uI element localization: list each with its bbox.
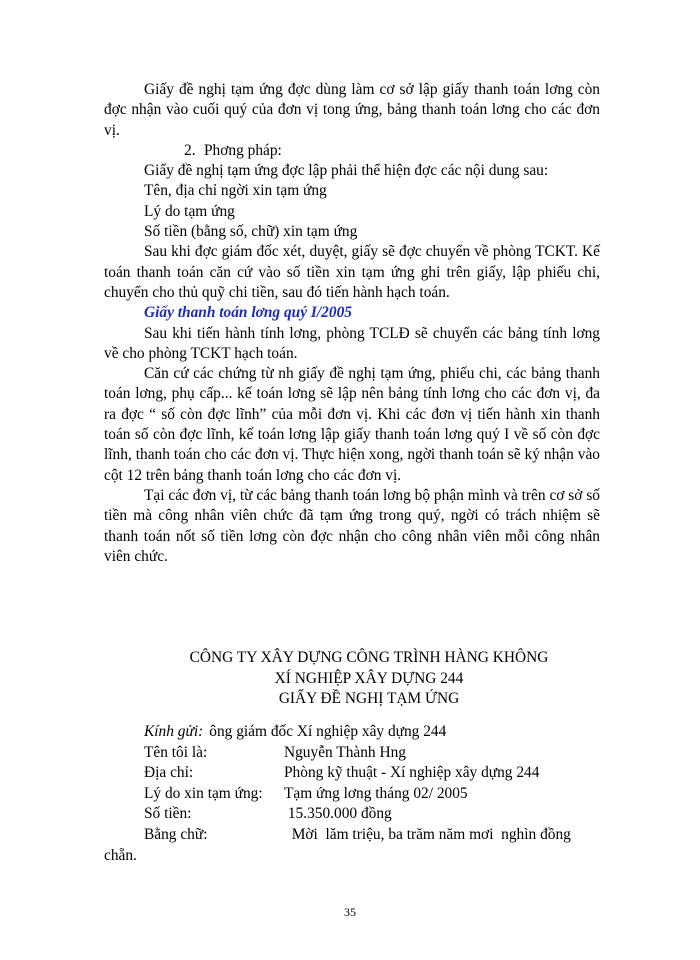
recipient-value: ông giám đốc Xí nghiệp xây dựng 244 xyxy=(209,723,447,740)
form-row-amount-words xyxy=(104,825,624,846)
content-item-name: Tên, địa chỉ ngời xin tạm ứng xyxy=(144,182,327,200)
name-value: Nguyễn Thành Hng xyxy=(284,743,406,761)
section-number: 2. xyxy=(184,141,196,159)
section-heading-method xyxy=(104,141,600,161)
form-row-name xyxy=(104,743,624,764)
name-label: Tên tôi là: xyxy=(144,743,208,761)
document-body xyxy=(104,80,600,567)
recipient-label: Kính gửi: xyxy=(144,723,204,740)
content-item-reason: Lý do tạm ứng xyxy=(144,202,235,220)
reason-value: Tạm ứng lơng tháng 02/ 2005 xyxy=(284,784,468,802)
address-label: Địa chỉ: xyxy=(144,764,194,782)
amount-value: 15.350.000 đồng xyxy=(284,805,392,823)
branch-name: XÍ NGHIỆP XÂY DỰNG 244 xyxy=(274,669,464,687)
page-number: 35 xyxy=(344,905,356,919)
paragraph-unit-settlement: Tại các đơn vị, từ các bảng thanh toán lơng bộ phận mình và trên cơ sở số tiền mà công nhân viên chức đã tạm ứng trong quý, ngời có trách nhiệm sẽ thanh toán nốt số tiền lơng còn đợc nhận cho công nhân viên mỗi công nhân viên chức. xyxy=(104,486,600,565)
address-value: Phòng kỹ thuật - Xí nghiệp xây dựng 244 xyxy=(284,764,540,782)
form-row-amount xyxy=(104,804,624,825)
amount-words-value: Mời lăm triệu, ba trăm năm mơi nghìn đồng xyxy=(284,825,571,843)
paragraph-advance-request-basis: Giấy đề nghị tạm ứng đợc dùng làm cơ sở lập giấy thanh toán lơng còn đợc nhận vào cuối quý của đơn vị tong ứng, bảng thanh toán lơng cho các đơn vị. xyxy=(104,81,600,139)
advance-request-form xyxy=(104,722,624,866)
paragraph-payroll-transfer: Sau khi tiến hành tính lơng, phòng TCLĐ sẽ chuyển các bảng tính lơng về cho phòng TCKT hạch toán. xyxy=(104,324,600,362)
section-title: Phơng pháp: xyxy=(204,141,282,159)
amount-words-continuation: chẵn. xyxy=(104,846,137,864)
company-name: CÔNG TY XÂY DỰNG CÔNG TRÌNH HÀNG KHÔNG xyxy=(189,649,549,666)
reason-label: Lý do xin tạm ứng: xyxy=(144,784,263,802)
amount-words-label: Bằng chữ: xyxy=(144,825,208,843)
content-item-amount: Số tiền (bằng số, chữ) xin tạm ứng xyxy=(144,223,358,241)
form-row-address xyxy=(104,763,624,784)
heading-quarterly-payroll: Giấy thanh toán lơng quý I/2005 xyxy=(144,304,352,322)
content-intro-line: Giấy đề nghị tạm ứng đợc lập phải thể hiện đợc các nội dung sau: xyxy=(144,162,549,180)
amount-label: Số tiền: xyxy=(144,805,192,823)
document-title: GIẤY ĐỀ NGHỊ TẠM ỨNG xyxy=(278,690,460,707)
form-row-recipient xyxy=(104,722,624,743)
paragraph-approval-process: Sau khi đợc giám đốc xét, duyệt, giấy sẽ đợc chuyển về phòng TCKT. Kế toán thanh toán căn cứ vào số tiền xin tạm ứng ghi trên giấy, lập phiếu chi, chuyển cho thủ quỹ chi tiền, sau đó tiến hành hạch toán. xyxy=(104,243,600,301)
company-header xyxy=(104,648,634,710)
form-row-reason xyxy=(104,784,624,805)
paragraph-payroll-procedure: Căn cứ các chứng từ nh giấy đề nghị tạm ứng, phiếu chi, các bảng thanh toán lơng, phụ cấp... kế toán lơng sẽ lập nên bảng tính lơng cho các đơn vị, đa ra đợc “ số còn đợc lĩnh” của mỗi đơn vị. Khi các đơn vị tiến hành xin thanh toán số còn đợc lĩnh, kế toán lơng lập giấy thanh toán lơng quý I về số còn đợc lĩnh, thanh toán cho các đơn vị. Thực hiện xong, ngời thanh toán sẽ ký nhận vào cột 12 trên bảng thanh toán lơng cho các đơn vị. xyxy=(104,365,600,484)
